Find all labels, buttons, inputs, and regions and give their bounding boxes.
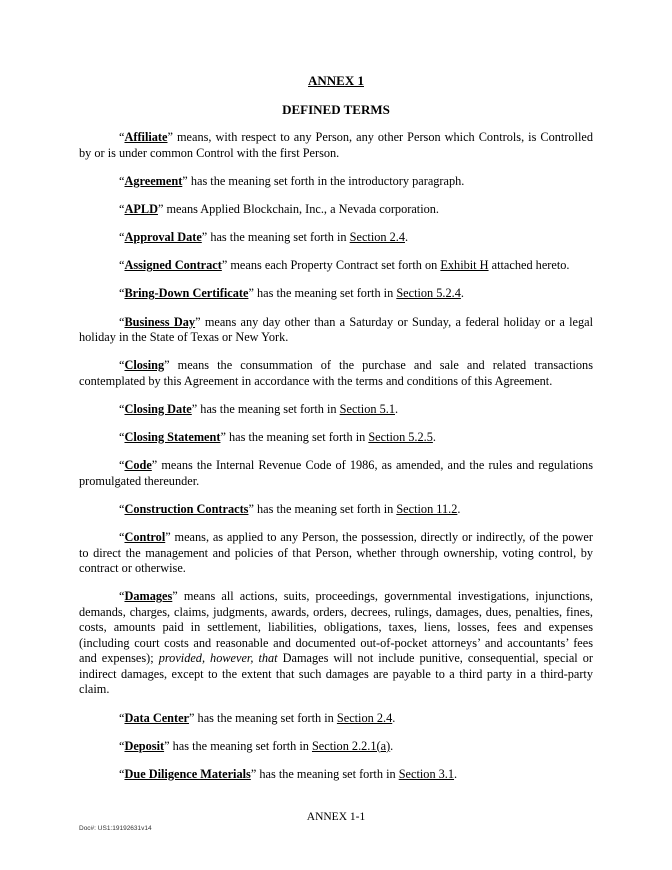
definition-paragraph: “Closing Date” has the meaning set forth in Section 5.1. bbox=[119, 402, 399, 416]
definition-text: means, as applied to any Person, the possession, directly or indirectly, of the power to direct the management and policies of that Person, whether through ownership, voting control, by contract or otherwise. bbox=[79, 530, 593, 576]
definition-paragraph: “Approval Date” has the meaning set forth in Section 2.4. bbox=[119, 230, 409, 245]
cross-reference: Section 5.2.4 bbox=[396, 286, 461, 301]
definition-paragraph: “Code” means the Internal Revenue Code of 1986, as amended, and the rules and regulations promulgated thereunder. bbox=[79, 458, 593, 488]
definition-paragraph: “Closing” means the consummation of the purchase and sale and related transactions contemplated by this Agreement in accordance with the terms and conditions of this Agreement. bbox=[79, 358, 593, 388]
definition-paragraph: “Closing Statement” has the meaning set forth in Section 5.2.5. bbox=[119, 430, 436, 445]
definition-text: means, with respect to any Person, any other Person which Controls, is Controlled by or is under common Control with the first Person. bbox=[79, 130, 593, 160]
defined-term: Closing Date bbox=[124, 402, 192, 416]
definition-paragraph: “Affiliate” means, with respect to any Person, any other Person which Controls, is Controlled by or is under common Control with the first Person. bbox=[79, 130, 593, 160]
cross-reference: Section 3.1 bbox=[398, 767, 455, 781]
definition-text: has the meaning set forth in bbox=[225, 430, 369, 445]
defined-term: Construction Contracts bbox=[124, 502, 249, 517]
defined-term: Closing Statement bbox=[124, 430, 221, 445]
defined-term: Agreement bbox=[124, 173, 183, 188]
definition-text: attached hereto. bbox=[488, 258, 570, 273]
definition-text: has the meaning set forth in bbox=[253, 286, 397, 301]
definition-text: has the meaning set forth in bbox=[253, 502, 397, 517]
definition-text: . bbox=[460, 286, 464, 301]
page-footer: ANNEX 1-1 bbox=[306, 811, 366, 823]
definition-text: Damages will not include punitive, consequential, special or indirect damages, except to the extent that such damages are payable to a third party in a third-party claim. bbox=[79, 651, 593, 697]
definition-text: means the Internal Revenue Code of 1986, as amended, and the rules and regulations promulgated thereunder. bbox=[79, 458, 593, 488]
cross-reference: Section 2.2.1(a) bbox=[311, 738, 391, 753]
definition-text: means the consummation of the purchase and sale and related transactions contemplated by this Agreement in accordance with the terms and conditions of this Agreement. bbox=[79, 358, 593, 388]
defined-term: Damages bbox=[124, 589, 173, 604]
definition-paragraph: “Deposit” has the meaning set forth in Section 2.2.1(a). bbox=[119, 738, 394, 753]
definition-text: means Applied Blockchain, Inc., a Nevada corporation. bbox=[163, 201, 439, 216]
definition-text: means each Property Contract set forth on bbox=[227, 258, 441, 273]
defined-term: Approval Date bbox=[124, 230, 202, 245]
defined-term: Due Diligence Materials bbox=[124, 767, 251, 781]
definition-text: has the meaning set forth in bbox=[207, 230, 350, 245]
definition-paragraph: “Construction Contracts” has the meaning set forth in Section 11.2. bbox=[119, 502, 461, 517]
cross-reference: Section 11.2 bbox=[396, 502, 458, 517]
annex-title: ANNEX 1 bbox=[308, 73, 364, 88]
section-title: DEFINED TERMS bbox=[282, 102, 390, 117]
document-id: Doc#: US1:19192631v14 bbox=[79, 825, 152, 832]
definition-paragraph: “Data Center” has the meaning set forth in Section 2.4. bbox=[119, 710, 396, 725]
defined-term: APLD bbox=[124, 201, 158, 216]
definition-text: has the meaning set forth in bbox=[194, 710, 337, 725]
defined-term: Data Center bbox=[124, 710, 190, 725]
cross-reference: Section 2.4 bbox=[349, 230, 405, 245]
defined-term: Closing bbox=[124, 358, 165, 373]
defined-term: Assigned Contract bbox=[124, 258, 222, 273]
defined-term: Business Day bbox=[124, 314, 196, 329]
definition-paragraph: “Control” means, as applied to any Person, the possession, directly or indirectly, of the power to direct the management and policies of that Person, whether through ownership, voting control, by contract or otherwise. bbox=[79, 530, 593, 576]
italic-text: provided, however, that bbox=[158, 651, 278, 666]
definitions-list bbox=[79, 130, 593, 795]
defined-term: Control bbox=[124, 530, 166, 545]
defined-term: Code bbox=[124, 458, 152, 473]
definition-text: . bbox=[392, 710, 396, 725]
definition-text: . bbox=[394, 402, 399, 416]
definition-text: . bbox=[457, 502, 461, 517]
definition-text: . bbox=[405, 230, 409, 245]
cross-reference: Exhibit H bbox=[440, 258, 489, 273]
definition-text: has the meaning set forth in the introductory paragraph. bbox=[187, 173, 465, 188]
definition-text: has the meaning set forth in bbox=[197, 402, 340, 416]
definition-paragraph: “Business Day” means any day other than a Saturday or Sunday, a federal holiday or a legal holiday in the State of Texas or New York. bbox=[79, 314, 593, 345]
defined-term: Deposit bbox=[124, 738, 165, 753]
definition-paragraph: “Assigned Contract” means each Property Contract set forth on Exhibit H attached hereto. bbox=[119, 258, 570, 273]
definition-text: . bbox=[432, 430, 436, 445]
defined-term: Bring-Down Certificate bbox=[124, 286, 249, 301]
definition-paragraph: “Agreement” has the meaning set forth in the introductory paragraph. bbox=[119, 173, 465, 188]
definition-text: means any day other than a Saturday or Sunday, a federal holiday or a legal holiday in the State of Texas or New York. bbox=[79, 314, 593, 345]
definition-text: . bbox=[454, 767, 458, 781]
definition-text: means all actions, suits, proceedings, governmental investigations, injunctions, demands, charges, claims, judgments, awards, orders, decrees, rulings, damages, dues, penalties, fines, costs, amounts paid in settlement, liabilities, obligations, taxes, liens, losses, fees and expenses (including court costs and reasonable and documented out-of-pocket attorneys’ and accountants’ fees and expenses); bbox=[79, 589, 593, 666]
definition-text: has the meaning set forth in bbox=[256, 767, 399, 781]
cross-reference: Section 5.1 bbox=[339, 402, 395, 416]
definition-paragraph: “Damages” means all actions, suits, proceedings, governmental investigations, injunctions, demands, charges, claims, judgments, awards, orders, decrees, rulings, damages, dues, penalties, fines, costs, amounts paid in settlement, liabilities, obligations, taxes, liens, losses, fees and expenses (including court costs and reasonable and documented out-of-pocket attorneys’ and accountants’ fees and expenses); provided, however, that Damages will not include punitive, consequential, special or indirect damages, except to the extent that such damages are payable to a third party in a third-party claim. bbox=[79, 589, 593, 697]
cross-reference: Section 5.2.5 bbox=[368, 430, 433, 445]
cross-reference: Section 2.4 bbox=[336, 710, 393, 725]
definition-text: . bbox=[390, 738, 394, 753]
definition-text: has the meaning set forth in bbox=[169, 738, 312, 753]
definition-paragraph: “Due Diligence Materials” has the meaning set forth in Section 3.1. bbox=[119, 767, 458, 781]
defined-term: Affiliate bbox=[124, 130, 168, 144]
definition-paragraph: “Bring-Down Certificate” has the meaning set forth in Section 5.2.4. bbox=[119, 286, 464, 301]
definition-paragraph: “APLD” means Applied Blockchain, Inc., a Nevada corporation. bbox=[119, 201, 439, 216]
